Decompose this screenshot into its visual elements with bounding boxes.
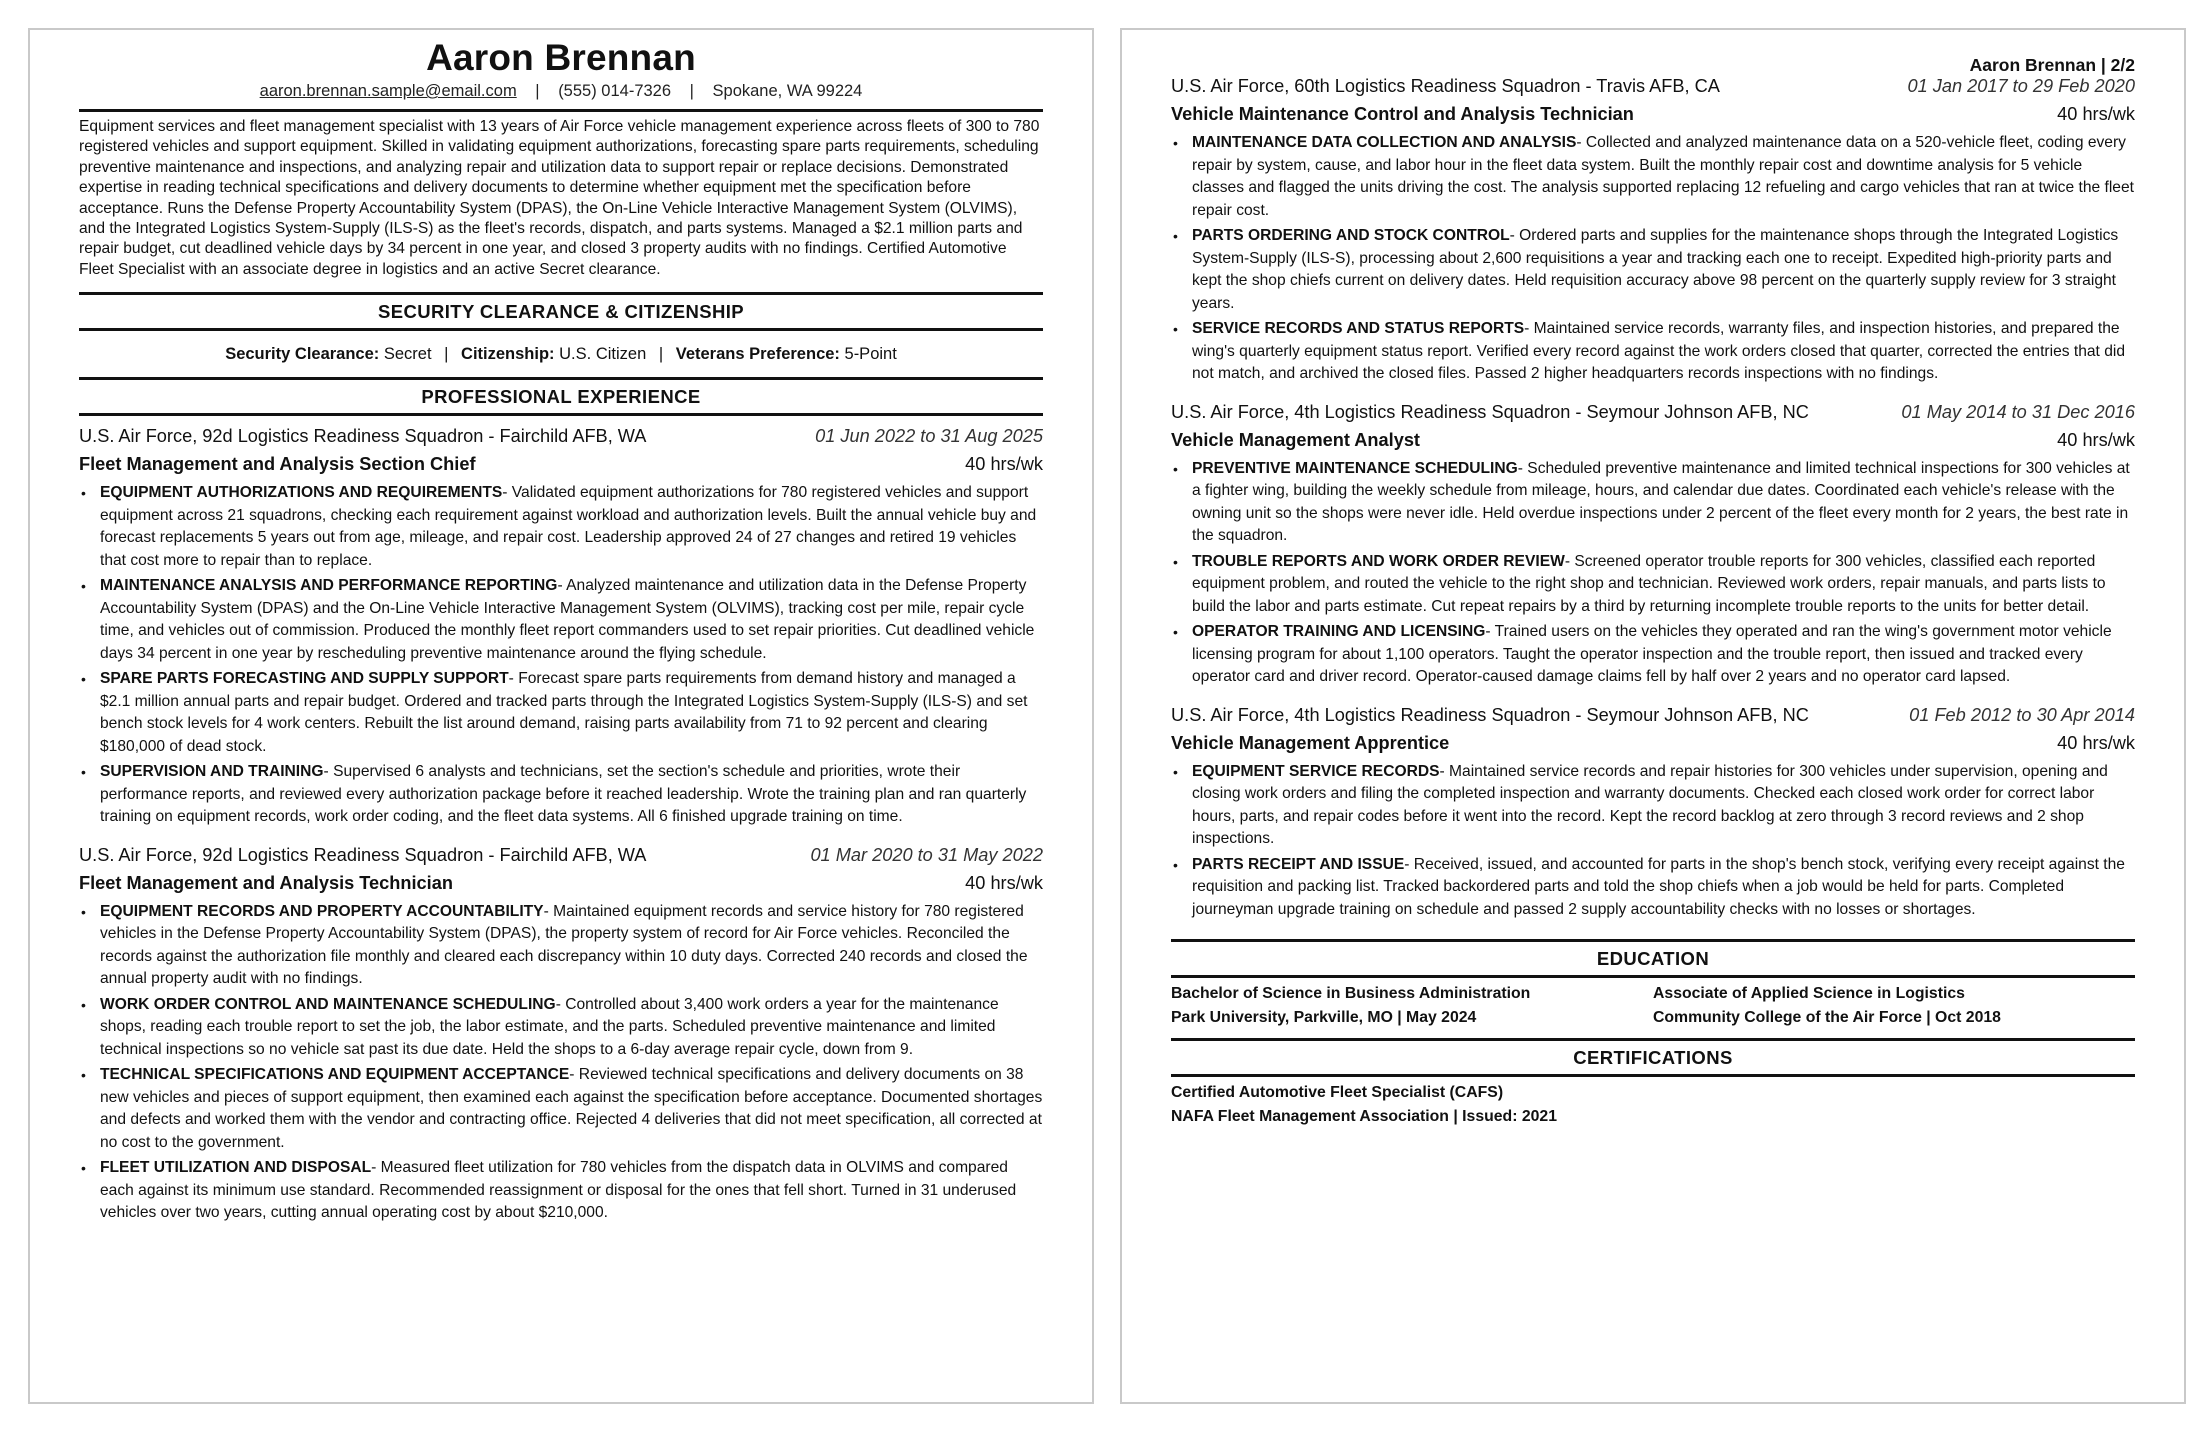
resume-page-2	[1120, 28, 2186, 1404]
degree-name: Bachelor of Science in Business Administration	[1171, 985, 1531, 1002]
job-hours: 40 hrs/wk	[2057, 732, 2135, 753]
bullet-heading: SERVICE RECORDS AND STATUS REPORTS	[1192, 320, 1525, 337]
bullet-heading: FLEET UTILIZATION AND DISPOSAL	[100, 1159, 372, 1177]
job-dates: 01 Jan 2017 to 29 Feb 2020	[1907, 76, 2135, 96]
bullet-text: - Validated equipment authorizations for 780 registered vehicles and support equipment across 21 squadrons, checking each requirement against workload and authorization levels. Built the annual vehicle buy and forecast replacements 5 years out from age, mileage, and repair cost. Leadership approved 24 of 27 changes and retired 19 vehicles that cost more to repair than to replace.	[100, 484, 1037, 569]
job-bullet-list	[1171, 132, 2135, 386]
job-bullet	[100, 575, 1043, 665]
clearance-line	[79, 343, 1043, 365]
certification-item: Certified Automotive Fleet Specialist (CAFS)	[1171, 1084, 1504, 1101]
job-entry	[79, 424, 1043, 829]
certification-item: NAFA Fleet Management Association | Issued: 2021	[1171, 1108, 1557, 1125]
page-header	[1171, 54, 2135, 76]
bullet-text: - Collected and analyzed maintenance data on a 520-vehicle fleet, coding every repair by system, cause, and labor hour in the fleet data system. Built the monthly repair cost and downtime analysis for 5 vehicle classes and flagged the units driving the cost. The analysis supported replacing 12 refueling and cargo vehicles that ran at twice the fleet repair cost.	[1192, 134, 2134, 219]
bullet-text: - Trained users on the vehicles they operated and ran the wing's government motor vehicle licensing program for about 1,100 operators. Taught the operator inspection and the trouble report, then issued and tracked every operator card and driver record. Operator-caused damage claims fell by half over 2 years and no operator card lapsed.	[1192, 623, 2112, 685]
bullet-heading: EQUIPMENT RECORDS AND PROPERTY ACCOUNTABILITY	[100, 902, 544, 920]
job-bullet	[1192, 854, 2135, 922]
bullet-text: - Supervised 6 analysts and technicians, set the section's schedule and priorities, wrote their performance reports, and reviewed every authorization package before it reached leadership. Wrote the training plan and ran quarterly training on equipment records, work order coding, and the fleet data systems. All 6 finished upgrade training on time.	[100, 763, 1027, 826]
clearance-label: Security Clearance:	[225, 345, 380, 364]
job-bullet-list	[79, 901, 1043, 1225]
school-info: Community College of the Air Force | Oct 2018	[1653, 1009, 2001, 1026]
bullet-text: - Maintained service records, warranty files, and inspection histories, and prepared the wing's quarterly equipment status report. Verified every record against the work orders closed that quarter, corrected the entries that did not match, and archived the closed files. Passed 2 higher headquarters records inspections with no findings.	[1192, 320, 2126, 382]
job-organization: U.S. Air Force, 4th Logistics Readiness Squadron - Seymour Johnson AFB, NC	[1171, 401, 1809, 422]
header-name: Aaron Brennan	[1969, 55, 2097, 75]
job-organization: U.S. Air Force, 4th Logistics Readiness Squadron - Seymour Johnson AFB, NC	[1171, 704, 1809, 725]
job-bullet-list	[1171, 761, 2135, 922]
job-dates: 01 Jun 2022 to 31 Aug 2025	[815, 426, 1043, 447]
job-bullet	[100, 1064, 1043, 1154]
email-link[interactable]: aaron.brennan.sample@email.com	[259, 82, 517, 100]
school-info: Park University, Parkville, MO | May 2024	[1171, 1009, 1477, 1026]
job-bullet	[100, 668, 1043, 758]
job-bullet	[100, 1157, 1043, 1225]
job-title: Vehicle Management Analyst	[1171, 429, 1420, 450]
job-title: Vehicle Maintenance Control and Analysis Technician	[1171, 104, 1634, 124]
job-dates: 01 May 2014 to 31 Dec 2016	[1901, 401, 2135, 422]
veterans-value: 5-Point	[844, 345, 897, 364]
job-bullet-list	[1171, 458, 2135, 689]
job-bullet	[1192, 225, 2135, 315]
bullet-heading: PREVENTIVE MAINTENANCE SCHEDULING	[1192, 459, 1518, 477]
bullet-heading: PARTS RECEIPT AND ISSUE	[1192, 855, 1405, 873]
bullet-text: - Ordered parts and supplies for the maintenance shops through the Integrated Logistics System-Supply (ILS-S), processing about 2,600 requisitions a year and tracking each one to receipt. Expedited high-priority parts and kept the shop chiefs current on delivery dates. Held requisition accuracy above 98 percent on the quarterly supply review for 3 straight years.	[1192, 227, 2119, 312]
candidate-name: Aaron Brennan	[426, 37, 696, 78]
bullet-text: - Measured fleet utilization for 780 vehicles from the dispatch data in OLVIMS and compared each against its minimum use standard. Recommended reassignment or disposal for the ones that fell short. Turned in 31 underused vehicles over two years, cutting annual operating cost by about $210,000.	[100, 1159, 1017, 1222]
section-heading-experience: PROFESSIONAL EXPERIENCE	[79, 377, 1043, 416]
location: Spokane, WA 99224	[712, 82, 863, 100]
bullet-heading: OPERATOR TRAINING AND LICENSING	[1192, 623, 1486, 640]
phone-number: (555) 014-7326	[558, 82, 672, 100]
bullet-heading: TROUBLE REPORTS AND WORK ORDER REVIEW	[1192, 552, 1565, 570]
job-title: Fleet Management and Analysis Section Chief	[79, 454, 476, 475]
bullet-text: - Received, issued, and accounted for parts in the shop's bench stock, verifying every receipt against the requisition and packing list. Tracked backordered parts and told the shop chiefs when a job would be held for parts. Completed journeyman upgrade training on schedule and passed 2 supply accountability checks with no losses or shortages.	[1192, 855, 2125, 918]
job-dates: 01 Feb 2012 to 30 Apr 2014	[1909, 704, 2135, 725]
veterans-label: Veterans Preference:	[675, 345, 840, 364]
bullet-text: - Reviewed technical specifications and delivery documents on 38 new vehicles and pieces of support equipment, then examined each against the specification before acceptance. Documented shortages and defects and worked them with the vendor and contracting office. Rejected 4 deliveries that did not meet specification, all corrected at no cost to the government.	[100, 1066, 1043, 1151]
clearance-separator: |	[658, 345, 664, 364]
professional-summary: Equipment services and fleet management specialist with 13 years of Air Force vehicle management experience across fleets of 300 to 780 registered vehicles and support equipment. Skilled in validating equipment authorizations, forecasting spare parts requirements, scheduling preventive maintenance and inspections, and analyzing repair and utilization data to support repair or replace decisions. Demonstrated expertise in reading technical specifications and delivery documents to determine whether equipment met the specification before acceptance. Runs the Defense Property Accountability System (DPAS), the On-Line Vehicle Interactive Management System (OLVIMS), and the Integrated Logistics System-Supply (ILS-S) as the fleet's records, dispatch, and parts systems. Managed a $2.1 million parts and repair budget, cut deadlined vehicle days by 34 percent in one year, and closed 3 property audits with no findings. Certified Automotive Fleet Specialist with an associate degree in logistics and an active Secret clearance.	[79, 118, 1040, 278]
job-entry	[1171, 74, 2135, 386]
section-heading-education: EDUCATION	[1171, 939, 2135, 978]
degree-name: Associate of Applied Science in Logistics	[1653, 985, 1965, 1002]
job-hours: 40 hrs/wk	[965, 454, 1043, 475]
job-bullet	[100, 901, 1043, 991]
job-bullet-list	[79, 482, 1043, 829]
job-organization: U.S. Air Force, 92d Logistics Readiness Squadron - Fairchild AFB, WA	[79, 426, 647, 447]
education-entry	[1171, 982, 1653, 1030]
bullet-text: - Maintained service records and repair histories for 300 vehicles under supervision, opening and closing work orders and filing the completed inspection and warranty documents. Checked each closed work order for correct labor hours, parts, and repair codes before it went into the record. Kept the record backlog at zero through 3 record reviews and 2 shop inspections.	[1192, 762, 2108, 847]
certification-list	[1171, 1081, 2135, 1129]
bullet-text: - Controlled about 3,400 work orders a year for the maintenance shops, reading each trouble report to set the job, the labor estimate, and the parts. Scheduled preventive maintenance and limited technical inspections so no vehicle sat past its due date. Held the shops to a 6-day average repair cycle, down from 9.	[100, 995, 999, 1058]
bullet-heading: SPARE PARTS FORECASTING AND SUPPLY SUPPORT	[100, 670, 509, 688]
job-bullet	[1192, 551, 2135, 619]
bullet-heading: WORK ORDER CONTROL AND MAINTENANCE SCHEDULING	[100, 995, 556, 1013]
resume-page-1	[28, 28, 1094, 1404]
job-bullet	[1192, 761, 2135, 851]
job-title: Vehicle Management Apprentice	[1171, 732, 1450, 753]
education-grid	[1171, 982, 2135, 1030]
bullet-text: - Forecast spare parts requirements from demand history and managed a $2.1 million annual parts and repair budget. Ordered and tracked parts through the Integrated Logistics System-Supply (ILS-S) and set bench stock levels for 4 work centers. Rebuilt the list around demand, raising parts availability from 71 to 92 percent and clearing $180,000 of dead stock.	[100, 670, 1028, 755]
bullet-text: - Maintained equipment records and service history for 780 registered vehicles in the Defense Property Accountability System (DPAS), the property system of record for Air Force vehicles. Reconciled the records against the authorization file monthly and cleared each discrepancy within 10 duty days. Corrected 240 records and closed the annual property audit with no findings.	[100, 902, 1028, 988]
clearance-separator: |	[444, 345, 449, 364]
bullet-heading: EQUIPMENT SERVICE RECORDS	[1192, 762, 1440, 780]
job-bullet	[100, 482, 1043, 572]
job-organization: U.S. Air Force, 92d Logistics Readiness Squadron - Fairchild AFB, WA	[79, 844, 647, 865]
section-heading-certifications: CERTIFICATIONS	[1171, 1038, 2135, 1077]
job-bullet	[1192, 458, 2135, 548]
bullet-heading: EQUIPMENT AUTHORIZATIONS AND REQUIREMENTS	[100, 484, 503, 502]
job-hours: 40 hrs/wk	[965, 872, 1043, 893]
job-entry	[1171, 703, 2135, 922]
bullet-heading: TECHNICAL SPECIFICATIONS AND EQUIPMENT ACCEPTANCE	[100, 1066, 570, 1084]
bullet-heading: PARTS ORDERING AND STOCK CONTROL	[1192, 227, 1510, 244]
header-divider	[79, 109, 1043, 112]
job-entry	[1171, 400, 2135, 689]
contact-separator: |	[689, 82, 694, 100]
job-organization: U.S. Air Force, 60th Logistics Readiness Squadron - Travis AFB, CA	[1171, 76, 1720, 96]
job-bullet	[1192, 132, 2135, 222]
job-bullet	[100, 761, 1043, 829]
page-number: | 2/2	[2100, 55, 2135, 75]
bullet-heading: MAINTENANCE DATA COLLECTION AND ANALYSIS	[1192, 134, 1577, 151]
section-heading-clearance: SECURITY CLEARANCE & CITIZENSHIP	[79, 292, 1043, 331]
bullet-heading: MAINTENANCE ANALYSIS AND PERFORMANCE REPORTING	[100, 577, 558, 595]
bullet-heading: SUPERVISION AND TRAINING	[100, 763, 324, 781]
education-entry	[1653, 982, 2135, 1030]
job-hours: 40 hrs/wk	[2057, 429, 2135, 450]
contact-line	[79, 80, 1043, 102]
job-bullet	[1192, 621, 2135, 689]
bullet-text: - Scheduled preventive maintenance and limited technical inspections for 300 vehicles at a fighter wing, building the weekly schedule from mileage, hours, and calendar due dates. Coordinated each vehicle's release with the owning unit so the shops were never idle. Held overdue inspections under 2 percent of the fleet every month for 2 years, the best rate in the squadron.	[1192, 459, 2130, 544]
job-hours: 40 hrs/wk	[2057, 104, 2135, 124]
job-bullet	[1192, 318, 2135, 386]
job-bullet	[100, 994, 1043, 1062]
job-entry	[79, 843, 1043, 1225]
clearance-value: Secret	[383, 345, 432, 364]
job-title: Fleet Management and Analysis Technician	[79, 872, 453, 893]
bullet-text: - Analyzed maintenance and utilization data in the Defense Property Accountability System (DPAS) and the On-Line Vehicle Interactive Management System (OLVIMS), tracking cost per mile, repair cycle time, and vehicles out of commission. Produced the monthly fleet report commanders used to set repair priorities. Cut deadlined vehicle days 34 percent in one year by rescheduling preventive maintenance around the flying schedule.	[100, 577, 1035, 662]
job-dates: 01 Mar 2020 to 31 May 2022	[810, 844, 1043, 865]
citizenship-value: U.S. Citizen	[559, 345, 647, 364]
citizenship-label: Citizenship:	[461, 345, 555, 364]
contact-separator: |	[535, 82, 540, 100]
bullet-text: - Screened operator trouble reports for 300 vehicles, classified each reported equipment problem, and routed the vehicle to the right shop and technician. Reviewed work orders, repair manuals, and parts lists to build the labor and parts estimate. Cut repeat repairs by a third by returning incomplete trouble reports to the units for better detail.	[1192, 552, 2106, 615]
